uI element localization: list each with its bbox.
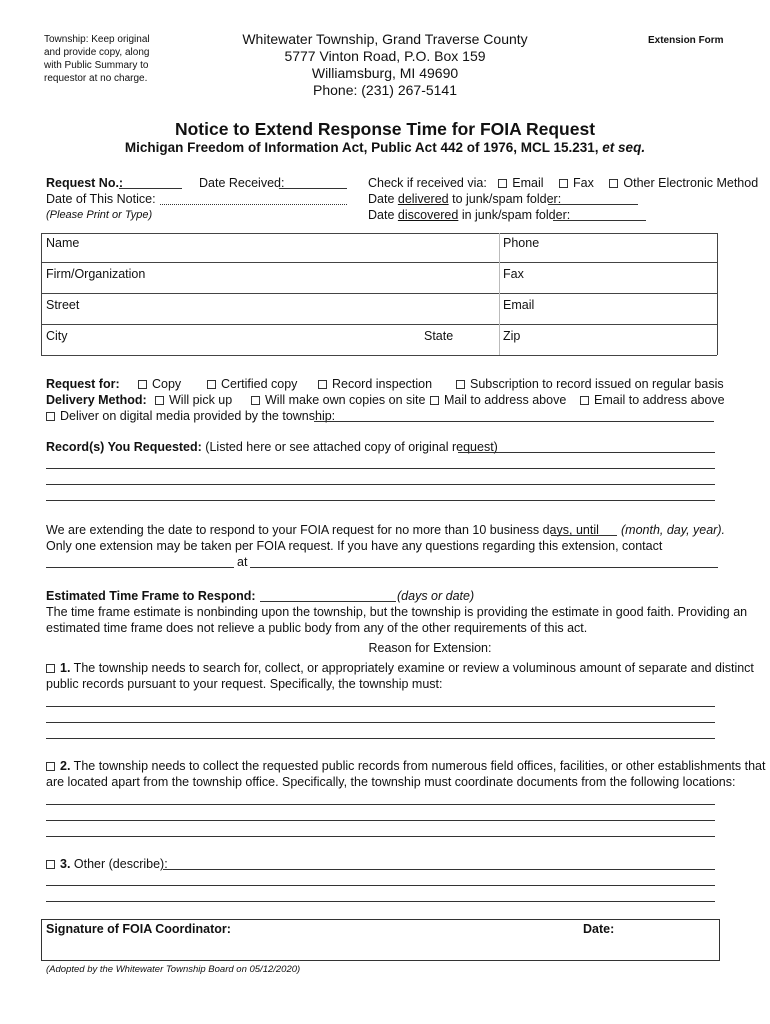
reason-1 (46, 661, 754, 675)
estimate-text1: The time frame estimate is nonbinding upon the township, but the township is providing the estimate in good faith. Providing an (46, 605, 748, 619)
township-note (44, 33, 150, 85)
delivery-pickup[interactable] (155, 393, 232, 407)
delivery-own-copies[interactable] (251, 393, 425, 407)
date-discovered-word: discovered (397, 208, 459, 222)
org-address: 5777 Vinton Road, P.O. Box 159 (284, 48, 486, 64)
reason-2-checkbox[interactable] (46, 762, 55, 771)
request-for-certified[interactable] (207, 377, 297, 391)
estimate-label: Estimated Time Frame to Respond: (46, 589, 256, 603)
records-field[interactable] (458, 452, 715, 453)
delivery-label: Delivery Method: (46, 393, 147, 407)
records-line[interactable] (46, 484, 715, 485)
table-top-border (41, 233, 717, 234)
digital-media-field[interactable] (314, 421, 714, 422)
table-row-border (41, 293, 717, 294)
org-phone: Phone: (231) 267-5141 (313, 82, 457, 98)
email-delivery-label: Email to address above (594, 393, 725, 407)
township-note-line: requestor at no charge. (44, 73, 148, 84)
reason-1-line[interactable] (46, 738, 715, 739)
via-email-label: Email (512, 176, 544, 190)
reason-3 (46, 857, 168, 871)
fax-label: Fax (503, 267, 524, 281)
reason-1-line[interactable] (46, 722, 715, 723)
table-bottom-border (41, 355, 717, 356)
subtitle-et-seq: et seq. (602, 140, 646, 155)
table-divider (499, 233, 500, 355)
city-label: City (46, 329, 68, 343)
certified-checkbox[interactable] (207, 380, 216, 389)
date-delivered-post: to junk/spam folder: (448, 192, 562, 206)
check-via-label: Check if received via: (368, 176, 487, 190)
pickup-checkbox[interactable] (155, 396, 164, 405)
request-for-inspection[interactable] (318, 377, 432, 391)
extension-date-field[interactable] (551, 535, 617, 536)
extension-text: We are extending the date to respond to your FOIA request for no more than 10 business days, until (46, 523, 599, 537)
email-label: Email (503, 298, 535, 312)
footer-note: (Adopted by the Whitewater Township Board on 05/12/2020) (46, 964, 301, 975)
estimate-text2: estimated time frame does not relieve a public body from any of the other requirements of this act. (46, 621, 588, 635)
subscription-label: Subscription to record issued on regular basis (470, 377, 724, 391)
table-row-border (41, 262, 717, 263)
reason-3-line[interactable] (46, 885, 715, 886)
date-notice-label: Date of This Notice: (46, 192, 156, 206)
request-no-field[interactable] (119, 188, 182, 189)
reason-2-line[interactable] (46, 836, 715, 837)
page-subtitle (0, 140, 770, 155)
delivery-email[interactable] (580, 393, 725, 407)
street-label: Street (46, 298, 80, 312)
reason-3-number: 3. (60, 857, 71, 871)
reason-2-text: The township needs to collect the requested public records from numerous field offices, facilities, or other establishments that (70, 759, 766, 773)
reason-1-checkbox[interactable] (46, 664, 55, 673)
contact-at: at (237, 555, 248, 569)
firm-label: Firm/Organization (46, 267, 146, 281)
signature-label: Signature of FOIA Coordinator: (46, 922, 231, 936)
reason-2-line[interactable] (46, 804, 715, 805)
date-received-field[interactable] (279, 188, 347, 189)
date-delivered-word: delivered (397, 192, 449, 206)
date-discovered-post: in junk/spam folder: (458, 208, 571, 222)
date-discovered-field[interactable] (553, 220, 646, 221)
reason-2-line[interactable] (46, 820, 715, 821)
org-name: Whitewater Township, Grand Traverse County (242, 31, 528, 47)
own-copies-checkbox[interactable] (251, 396, 260, 405)
form-label: Extension Form (648, 35, 724, 46)
date-delivered-field[interactable] (548, 204, 638, 205)
date-discovered-pre: Date (368, 208, 398, 222)
request-for-subscription[interactable] (456, 377, 724, 391)
township-note-line: Township: Keep original (44, 34, 150, 45)
reason-3-label: Other (describe): (70, 857, 168, 871)
org-header (240, 31, 530, 99)
table-right-border (717, 233, 718, 355)
records-line[interactable] (46, 468, 715, 469)
delivery-mail[interactable] (430, 393, 566, 407)
print-note: (Please Print or Type) (46, 209, 153, 221)
request-no-label: Request No.: (46, 176, 124, 190)
records-requested (46, 440, 498, 454)
extension-line1 (46, 523, 599, 537)
subscription-checkbox[interactable] (456, 380, 465, 389)
contact-name-field[interactable] (46, 567, 234, 568)
date-received-label: Date Received: (199, 176, 285, 190)
reason-1-number: 1. (60, 661, 71, 675)
name-label: Name (46, 236, 80, 250)
reason-3-checkbox[interactable] (46, 860, 55, 869)
mail-label: Mail to address above (444, 393, 567, 407)
request-for-copy[interactable] (138, 377, 181, 391)
email-delivery-checkbox[interactable] (580, 396, 589, 405)
digital-checkbox[interactable] (46, 412, 55, 421)
certified-label: Certified copy (221, 377, 298, 391)
delivery-digital[interactable] (46, 409, 335, 423)
reasons-heading: Reason for Extension: (368, 641, 492, 655)
records-line[interactable] (46, 500, 715, 501)
state-label: State (424, 329, 454, 343)
records-note: (Listed here or see attached copy of original request) (205, 440, 498, 454)
date-notice-field[interactable] (160, 204, 347, 205)
table-row-border (41, 324, 717, 325)
date-delivered-pre: Date (368, 192, 398, 206)
table-left-border (41, 233, 42, 355)
records-label: Record(s) You Requested: (46, 440, 202, 454)
date-discovered-label (368, 208, 570, 222)
reason-1-text: The township needs to search for, collect, or appropriately examine or review a voluminous amount of separate and distinct (70, 661, 754, 675)
fax-checkbox[interactable] (559, 179, 568, 188)
reason-2-line2: are located apart from the township office. Specifically, the township must coordinate documents from the following locations: (46, 775, 736, 789)
via-fax-label: Fax (573, 176, 594, 190)
digital-label: Deliver on digital media provided by the township: (60, 409, 336, 423)
estimate-field[interactable] (260, 601, 396, 602)
zip-label: Zip (503, 329, 521, 343)
other-electronic-checkbox[interactable] (609, 179, 618, 188)
signature-date-label: Date: (583, 922, 615, 936)
township-note-line: and provide copy, along (44, 47, 150, 58)
request-for-label: Request for: (46, 377, 120, 391)
copy-checkbox[interactable] (138, 380, 147, 389)
reason-3-field[interactable] (163, 869, 715, 870)
email-checkbox[interactable] (498, 179, 507, 188)
township-note-line: with Public Summary to (44, 60, 149, 71)
copy-label: Copy (152, 377, 182, 391)
reason-1-line2: public records pursuant to your request. Specifically, the township must: (46, 677, 443, 691)
inspection-checkbox[interactable] (318, 380, 327, 389)
org-city: Williamsburg, MI 49690 (311, 65, 459, 81)
reason-3-line[interactable] (46, 901, 715, 902)
reason-2 (46, 759, 765, 773)
extension-date-format: (month, day, year). (621, 523, 725, 537)
inspection-label: Record inspection (332, 377, 433, 391)
subtitle-text: Michigan Freedom of Information Act, Public Act 442 of 1976, MCL 15.231, (124, 140, 599, 155)
via-other-label: Other Electronic Method (623, 176, 759, 190)
pickup-label: Will pick up (169, 393, 233, 407)
page-title: Notice to Extend Response Time for FOIA Request (174, 119, 596, 139)
extension-line2: Only one extension may be taken per FOIA request. If you have any questions regarding this extension, contact (46, 539, 663, 553)
estimate-note: (days or date) (397, 589, 475, 603)
date-delivered-label (368, 192, 561, 206)
mail-checkbox[interactable] (430, 396, 439, 405)
reason-1-line[interactable] (46, 706, 715, 707)
check-received-via (368, 176, 758, 190)
contact-info-field[interactable] (250, 567, 718, 568)
own-copies-label: Will make own copies on site (265, 393, 426, 407)
reason-2-number: 2. (60, 759, 71, 773)
phone-label: Phone (503, 236, 540, 250)
